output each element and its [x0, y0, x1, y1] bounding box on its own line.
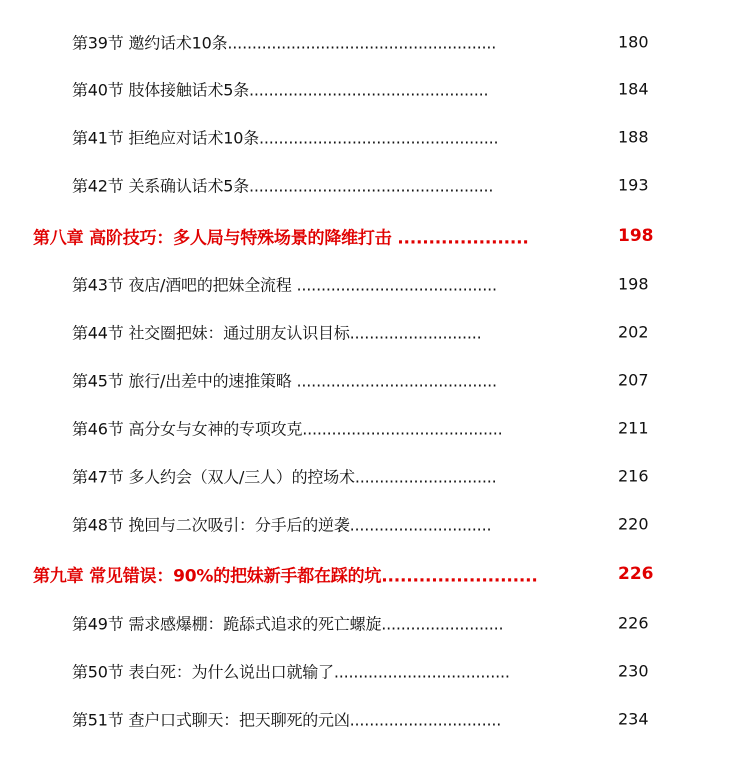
toc-entry-section-42[interactable] [0, 170, 731, 200]
toc-entry-page: 202 [618, 322, 649, 342]
toc-entry-title: 第50节 表白死：为什么说出口就输了.................................... [72, 662, 510, 682]
toc-entry-page: 211 [618, 418, 649, 438]
toc-entry-title: 第49节 需求感爆棚：跪舔式追求的死亡螺旋......................... [72, 614, 504, 634]
toc-entry-page: 184 [618, 79, 649, 99]
toc-chapter-title: 第九章 常见错误：90%的把妹新手都在踩的坑......................... [33, 566, 538, 587]
toc-entry-title: 第41节 拒绝应对话术10条................................................. [72, 128, 499, 148]
toc-entry-title: 第45节 旅行/出差中的速推策略 ......................................... [72, 371, 497, 391]
toc-entry-page: 198 [618, 274, 649, 294]
toc-entry-section-50[interactable] [0, 656, 731, 686]
toc-entry-page: 188 [618, 127, 649, 147]
toc-entry-section-40[interactable] [0, 74, 731, 104]
toc-entry-section-45[interactable] [0, 365, 731, 395]
toc-entry-chapter-8[interactable] [0, 221, 731, 251]
toc-entry-section-44[interactable] [0, 317, 731, 347]
toc-entry-section-48[interactable] [0, 509, 731, 539]
toc-entry-title: 第46节 高分女与女神的专项攻克......................................... [72, 419, 503, 439]
toc-entry-section-46[interactable] [0, 413, 731, 443]
toc-entry-page: 207 [618, 370, 649, 390]
toc-entry-section-41[interactable] [0, 122, 731, 152]
toc-entry-page: 230 [618, 661, 649, 681]
toc-entry-page: 216 [618, 466, 649, 486]
toc-entry-title: 第40节 肢体接触话术5条................................................. [72, 80, 489, 100]
toc-entry-page: 220 [618, 514, 649, 534]
toc-entry-title: 第47节 多人约会（双人/三人）的控场术............................. [72, 467, 497, 487]
toc-entry-section-43[interactable] [0, 269, 731, 299]
toc-chapter-page: 226 [618, 564, 654, 584]
toc-entry-section-47[interactable] [0, 461, 731, 491]
toc-entry-title: 第48节 挽回与二次吸引：分手后的逆袭............................. [72, 515, 492, 535]
toc-entry-section-49[interactable] [0, 608, 731, 638]
toc-entry-title: 第43节 夜店/酒吧的把妹全流程 ......................................... [72, 275, 497, 295]
toc-entry-page: 226 [618, 613, 649, 633]
toc-chapter-page: 198 [618, 226, 654, 246]
toc-chapter-title: 第八章 高阶技巧：多人局与特殊场景的降维打击 ..................... [33, 228, 529, 249]
toc-entry-section-39[interactable] [0, 27, 731, 57]
toc-entry-title: 第39节 邀约话术10条....................................................... [72, 33, 497, 53]
toc-entry-section-51[interactable] [0, 704, 731, 734]
toc-entry-title: 第51节 查户口式聊天：把天聊死的元凶............................... [72, 710, 502, 730]
toc-entry-page: 180 [618, 32, 649, 52]
toc-entry-chapter-9[interactable] [0, 559, 731, 589]
toc-entry-title: 第44节 社交圈把妹：通过朋友认识目标........................... [72, 323, 482, 343]
toc-entry-title: 第42节 关系确认话术5条.................................................. [72, 176, 494, 196]
toc-entry-page: 193 [618, 175, 649, 195]
toc-entry-page: 234 [618, 709, 649, 729]
